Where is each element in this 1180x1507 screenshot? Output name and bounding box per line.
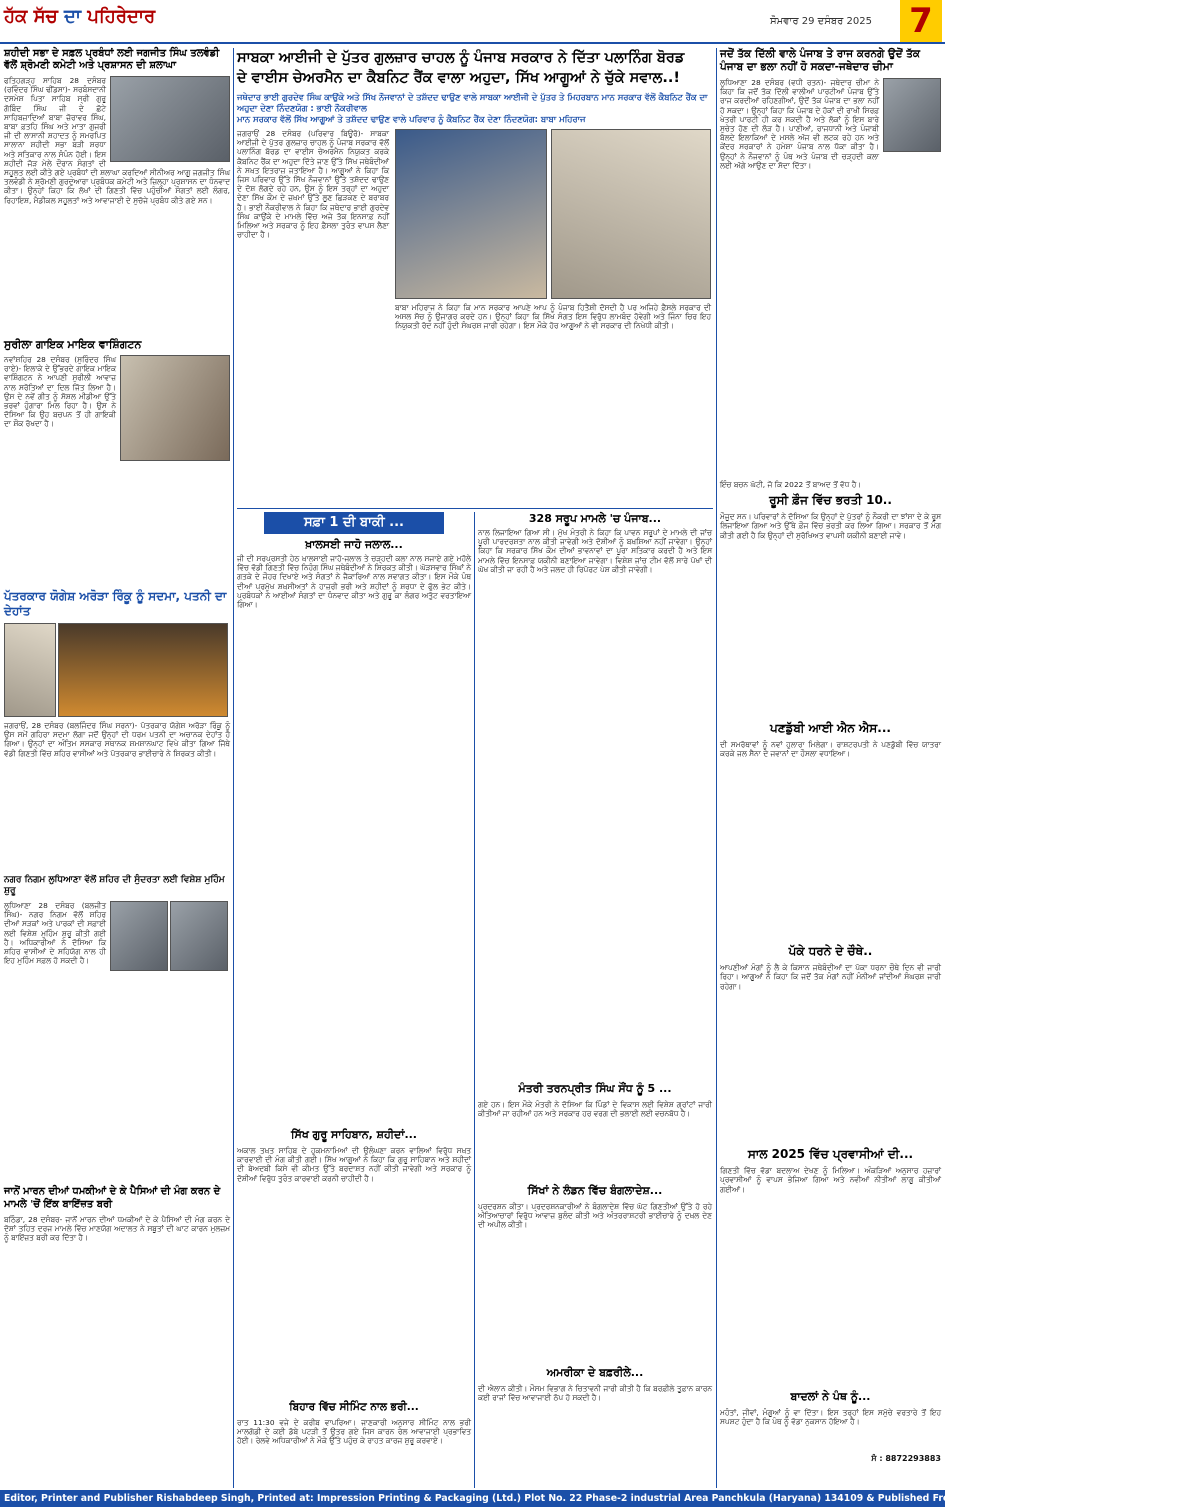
article-photo [883,78,941,152]
article-body: ਗਏ ਹਨ। ਇਸ ਮੌਕੇ ਮੰਤਰੀ ਨੇ ਦੱਸਿਆ ਕਿ ਪਿੰਡਾਂ ਦੇ ਵਿਕਾਸ ਲਈ ਵਿਸ਼ੇਸ਼ ਗ੍ਰਾਂਟਾਂ ਜਾਰੀ ਕੀਤੀਆਂ ਜਾ ਰਹੀਆਂ ਹਨ ਅਤੇ ਸਰਕਾਰ ਹਰ ਵਰਗ ਦੀ ਭਲਾਈ ਲਈ ਵਚਨਬੱਧ ਹੈ। [478,1100,712,1119]
newspaper-brand [4,6,155,27]
article-body: ਗਿਣਤੀ ਵਿੱਚ ਵੱਡਾ ਬਦਲਾਅ ਦੇਖਣ ਨੂੰ ਮਿਲਿਆ। ਅੰਕੜਿਆਂ ਅਨੁਸਾਰ ਹਜ਼ਾਰਾਂ ਪ੍ਰਵਾਸੀਆਂ ਨੂੰ ਵਾਪਸ ਭੇਜਿਆ ਗਿਆ ਅਤੇ ਨਵੀਆਂ ਨੀਤੀਆਂ ਲਾਗੂ ਕੀਤੀਆਂ ਗਈਆਂ। [720,1166,941,1194]
footer-imprint: Editor, Printer and Publisher Rishabdeep Singh, Printed at: Impression Printing & Packaging (Ltd.) Plot No. 22 Phase-2 industrial Area Panchkula (Haryana) 134109 & Published From 3223, First Floor, Sector-35D, Chandigarh [0,1490,945,1507]
article-headline: 328 ਸਰੂਪ ਮਾਮਲੇ 'ਚ ਪੰਜਾਬ... [528,512,662,525]
article-headline: ਸਾਲ 2025 ਵਿੱਚ ਪ੍ਰਵਾਸੀਆਂ ਦੀ... [747,1147,914,1162]
article-headline: ਰੂਸੀ ਫ਼ੌਜ ਵਿੱਚ ਭਰਤੀ 10.. [769,493,892,508]
article-body: ਦੀ ਸਮਰੱਥਾਵਾਂ ਨੂੰ ਨਵਾਂ ਹੁਲਾਰਾ ਮਿਲੇਗਾ। ਰਾਸ਼ਟਰਪਤੀ ਨੇ ਪਣਡੁੱਬੀ ਵਿੱਚ ਯਾਤਰਾ ਕਰਕੇ ਜਲ ਸੈਨਾ ਦੇ ਜਵਾਨਾਂ ਦਾ ਹੌਸਲਾ ਵਧਾਇਆ। [720,740,941,759]
lead-body: ਜਗਰਾਓਂ 28 ਦਸੰਬਰ (ਪਰਿਵਾਰ ਬਿਊਰੋ)- ਸਾਬਕਾ ਆਈਜੀ ਦੇ ਪੁੱਤਰ ਗੁਲਜ਼ਾਰ ਚਾਹਲ ਨੂੰ ਪੰਜਾਬ ਸਰਕਾਰ ਵੱਲੋਂ ਪਲਾਨਿੰਗ ਬੋਰਡ ਦਾ ਵਾਈਸ ਚੇਅਰਮੈਨ ਨਿਯੁਕਤ ਕਰਕੇ ਕੈਬਨਿਟ ਰੈਂਕ ਦਾ ਅਹੁਦਾ ਦਿੱਤੇ ਜਾਣ ਉੱਤੇ ਸਿੱਖ ਜਥੇਬੰਦੀਆਂ ਨੇ ਸਖ਼ਤ ਇਤਰਾਜ਼ ਜਤਾਇਆ ਹੈ। ਆਗੂਆਂ ਨੇ ਕਿਹਾ ਕਿ ਜਿਸ ਪਰਿਵਾਰ ਉੱਤੇ ਸਿੱਖ ਨੌਜਵਾਨਾਂ ਉੱਤੇ ਤਸ਼ੱਦਦ ਢਾਉਣ ਦੇ ਦੋਸ਼ ਲੱਗਦੇ ਰਹੇ ਹਨ, ਉਸ ਨੂੰ ਇਸ ਤਰ੍ਹਾਂ ਦਾ ਅਹੁਦਾ ਦੇਣਾ ਸਿੱਖ ਕੌਮ ਦੇ ਜ਼ਖ਼ਮਾਂ ਉੱਤੇ ਲੂਣ ਛਿੜਕਣ ਦੇ ਬਰਾਬਰ ਹੈ। ਭਾਈ ਨੌਕਰੀਵਾਲ ਨੇ ਕਿਹਾ ਕਿ ਜਥੇਦਾਰ ਭਾਈ ਗੁਰਦੇਵ ਸਿੰਘ ਕਾਉਂਕੇ ਦੇ ਮਾਮਲੇ ਵਿੱਚ ਅਜੇ ਤੱਕ ਇਨਸਾਫ਼ ਨਹੀਂ ਮਿਲਿਆ ਅਤੇ ਸਰਕਾਰ ਨੂੰ ਇਹ ਫ਼ੈਸਲਾ ਤੁਰੰਤ ਵਾਪਸ ਲੈਣਾ ਚਾਹੀਦਾ ਹੈ। [237,129,389,240]
article-photo [120,355,230,461]
article-headline: ਸਿੱਖ ਗੁਰੂ ਸਾਹਿਬਾਨ, ਸ਼ਹੀਦਾਂ... [291,1128,417,1141]
brand-part2: ਦਾ [64,6,82,27]
article-headline: ਸੁਰੀਲਾ ਗਾਇਕ ਮਾਇਕ ਵਾਸ਼ਿੰਗਟਨ [4,338,142,351]
article-body: ਆਪਣੀਆਂ ਮੰਗਾਂ ਨੂੰ ਲੈ ਕੇ ਕਿਸਾਨ ਜਥੇਬੰਦੀਆਂ ਦਾ ਪੱਕਾ ਧਰਨਾ ਚੌਥੇ ਦਿਨ ਵੀ ਜਾਰੀ ਰਿਹਾ। ਆਗੂਆਂ ਨੇ ਕਿਹਾ ਕਿ ਜਦੋਂ ਤੱਕ ਮੰਗਾਂ ਨਹੀਂ ਮੰਨੀਆਂ ਜਾਂਦੀਆਂ ਸੰਘਰਸ਼ ਜਾਰੀ ਰਹੇਗਾ। [720,963,941,991]
article-headline: ਪੱਕੇ ਧਰਨੇ ਦੇ ਚੌਥੇ.. [788,944,873,959]
column-right [720,48,941,1488]
article-photo [4,623,56,717]
article-body: ਬਠਿੰਡਾ, 28 ਦਸੰਬਰ- ਜਾਨੋਂ ਮਾਰਨ ਦੀਆਂ ਧਮਕੀਆਂ ਦੇ ਕੇ ਪੈਸਿਆਂ ਦੀ ਮੰਗ ਕਰਨ ਦੇ ਦੋਸ਼ਾਂ ਤਹਿਤ ਦਰਜ ਮਾਮਲੇ ਵਿੱਚ ਮਾਣਯੋਗ ਅਦਾਲਤ ਨੇ ਸਬੂਤਾਂ ਦੀ ਘਾਟ ਕਾਰਨ ਮੁਲਜ਼ਮ ਨੂੰ ਬਾਇੱਜ਼ਤ ਬਰੀ ਕਰ ਦਿੱਤਾ ਹੈ। [4,1215,230,1243]
brand-part1: ਹੱਕ ਸੱਚ [4,6,58,27]
article-headline: ਅਮਰੀਕਾ ਦੇ ਬਫ਼ਰੀਲੇ... [546,1366,644,1379]
article-headline: ਮੰਤਰੀ ਤਰਨਪ੍ਰੀਤ ਸਿੰਘ ਸੌਂਧ ਨੂੰ 5 ... [518,1082,672,1095]
article-headline: ਪੱਤਰਕਾਰ ਯੋਗੇਸ਼ ਅਰੋੜਾ ਰਿੰਕੂ ਨੂੰ ਸਦਮਾ, ਪਤਨੀ ਦਾ ਦੇਹਾਂਤ [4,589,227,618]
article-headline: ਬਿਹਾਰ ਵਿੱਚ ਸੀਮਿੰਟ ਨਾਲ ਭਰੀ... [289,1401,419,1413]
article-body: ਰਾਤ 11:30 ਵਜੇ ਦੇ ਕਰੀਬ ਵਾਪਰਿਆ। ਜਾਣਕਾਰੀ ਅਨੁਸਾਰ ਸੀਮਿੰਟ ਨਾਲ ਭਰੀ ਮਾਲਗੱਡੀ ਦੇ ਕਈ ਡੱਬੇ ਪਟੜੀ ਤੋਂ ਉਤਰ ਗਏ ਜਿਸ ਕਾਰਨ ਰੇਲ ਆਵਾਜਾਈ ਪ੍ਰਭਾਵਿਤ ਹੋਈ। ਰੇਲਵੇ ਅਧਿਕਾਰੀਆਂ ਨੇ ਮੌਕੇ ਉੱਤੇ ਪਹੁੰਚ ਕੇ ਰਾਹਤ ਕਾਰਜ ਸ਼ੁਰੂ ਕਰਵਾਏ। [237,1418,471,1446]
article-body: ਪ੍ਰਦਰਸ਼ਨ ਕੀਤਾ। ਪ੍ਰਦਰਸ਼ਨਕਾਰੀਆਂ ਨੇ ਬੰਗਲਾਦੇਸ਼ ਵਿੱਚ ਘੱਟ ਗਿਣਤੀਆਂ ਉੱਤੇ ਹੋ ਰਹੇ ਅੱਤਿਆਚਾਰਾਂ ਵਿਰੁੱਧ ਆਵਾਜ਼ ਬੁਲੰਦ ਕੀਤੀ ਅਤੇ ਅੰਤਰਰਾਸ਼ਟਰੀ ਭਾਈਚਾਰੇ ਨੂੰ ਦਖ਼ਲ ਦੇਣ ਦੀ ਅਪੀਲ ਕੀਤੀ। [478,1202,712,1230]
article-body: ਮਹੰਤਾਂ, ਜੀਵਾਂ, ਮੰਗੂਆਂ ਨੂੰ ਵਾ ਦਿੱਤਾ। ਇਸ ਤਰ੍ਹਾਂ ਇਸ ਸਮੁੱਚੇ ਵਰਤਾਰੇ ਤੋਂ ਇਹ ਸਪਸ਼ਟ ਹੁੰਦਾ ਹੈ ਕਿ ਪੰਥ ਨੂੰ ਵੱਡਾ ਨੁਕਸਾਨ ਹੋਇਆ ਹੈ। [720,1408,941,1427]
article-body: ਅਕਾਲ ਤਖ਼ਤ ਸਾਹਿਬ ਦੇ ਹੁਕਮਨਾਮਿਆਂ ਦੀ ਉਲੰਘਣਾ ਕਰਨ ਵਾਲਿਆਂ ਵਿਰੁੱਧ ਸਖ਼ਤ ਕਾਰਵਾਈ ਦੀ ਮੰਗ ਕੀਤੀ ਗਈ। ਸਿੱਖ ਆਗੂਆਂ ਨੇ ਕਿਹਾ ਕਿ ਗੁਰੂ ਸਾਹਿਬਾਨ ਅਤੇ ਸ਼ਹੀਦਾਂ ਦੀ ਬੇਅਦਬੀ ਕਿਸੇ ਵੀ ਕੀਮਤ ਉੱਤੇ ਬਰਦਾਸ਼ਤ ਨਹੀਂ ਕੀਤੀ ਜਾਵੇਗੀ ਅਤੇ ਸਰਕਾਰ ਨੂੰ ਦੋਸ਼ੀਆਂ ਵਿਰੁੱਧ ਤੁਰੰਤ ਕਾਰਵਾਈ ਕਰਨੀ ਚਾਹੀਦੀ ਹੈ। [237,1146,471,1183]
article-body: ਨਾਲ ਲਿਜਾਇਆ ਗਿਆ ਸੀ। ਮੁੱਖ ਮੰਤਰੀ ਨੇ ਕਿਹਾ ਕਿ ਪਾਵਨ ਸਰੂਪਾਂ ਦੇ ਮਾਮਲੇ ਦੀ ਜਾਂਚ ਪੂਰੀ ਪਾਰਦਰਸ਼ਤਾ ਨਾਲ ਕੀਤੀ ਜਾਵੇਗੀ ਅਤੇ ਦੋਸ਼ੀਆਂ ਨੂੰ ਬਖ਼ਸ਼ਿਆ ਨਹੀਂ ਜਾਵੇਗਾ। ਉਨ੍ਹਾਂ ਕਿਹਾ ਕਿ ਸਰਕਾਰ ਸਿੱਖ ਕੌਮ ਦੀਆਂ ਭਾਵਨਾਵਾਂ ਦਾ ਪੂਰਾ ਸਤਿਕਾਰ ਕਰਦੀ ਹੈ ਅਤੇ ਇਸ ਮਾਮਲੇ ਵਿੱਚ ਇਨਸਾਫ਼ ਯਕੀਨੀ ਬਣਾਇਆ ਜਾਵੇਗਾ। ਵਿਸ਼ੇਸ਼ ਜਾਂਚ ਟੀਮ ਵੱਲੋਂ ਸਾਰੇ ਪੱਖਾਂ ਦੀ ਘੋਖ ਕੀਤੀ ਜਾ ਰਹੀ ਹੈ ਅਤੇ ਜਲਦ ਹੀ ਰਿਪੋਰਟ ਪੇਸ਼ ਕੀਤੀ ਜਾਵੇਗੀ। [478,528,712,574]
article-photo [110,76,230,162]
document-photo [551,129,711,299]
issue-date: ਸੋਮਵਾਰ 29 ਦਸੰਬਰ 2025 [770,16,872,27]
article-headline: ਜਦੋਂ ਤੱਕ ਦਿੱਲੀ ਵਾਲੇ ਪੰਜਾਬ ਤੇ ਰਾਜ ਕਰਨਗੇ ਉਦੋਂ ਤੱਕ ਪੰਜਾਬ ਦਾ ਭਲਾ ਨਹੀਂ ਹੋ ਸਕਦਾ-ਜਥੇਦਾਰ ਚੀਮਾ [720,48,921,73]
lead-body: ਬਾਬਾ ਮਹਿਰਾਜ ਨੇ ਕਿਹਾ ਕਿ ਮਾਨ ਸਰਕਾਰ ਆਪਣੇ ਆਪ ਨੂੰ ਪੰਜਾਬ ਹਿਤੈਸ਼ੀ ਦੱਸਦੀ ਹੈ ਪਰ ਅਜਿਹੇ ਫ਼ੈਸਲੇ ਸਰਕਾਰ ਦੀ ਅਸਲ ਸੋਚ ਨੂੰ ਉਜਾਗਰ ਕਰਦੇ ਹਨ। ਉਨ੍ਹਾਂ ਕਿਹਾ ਕਿ ਸਿੱਖ ਸੰਗਤ ਇਸ ਵਿਰੁੱਧ ਲਾਮਬੰਦ ਹੋਵੇਗੀ ਅਤੇ ਜਿੰਨਾ ਚਿਰ ਇਹ ਨਿਯੁਕਤੀ ਰੱਦ ਨਹੀਂ ਹੁੰਦੀ ਸੰਘਰਸ਼ ਜਾਰੀ ਰਹੇਗਾ। ਇਸ ਮੌਕੇ ਹੋਰ ਆਗੂਆਂ ਨੇ ਵੀ ਸਰਕਾਰ ਦੀ ਨਿਖੇਧੀ ਕੀਤੀ। [395,303,711,331]
column-divider [716,48,717,1488]
article-body: ਫਤਿਹਗੜ੍ਹ ਸਾਹਿਬ 28 ਦਸੰਬਰ (ਰਵਿੰਦਰ ਸਿੰਘ ਢੀਂਡਸਾ)- ਸਰਬੰਸਦਾਨੀ ਦਸਮੇਸ਼ ਪਿਤਾ ਸਾਹਿਬ ਸ੍ਰੀ ਗੁਰੂ ਗੋਬਿੰਦ ਸਿੰਘ ਜੀ ਦੇ ਛੋਟੇ ਸਾਹਿਬਜ਼ਾਦਿਆਂ ਬਾਬਾ ਜ਼ੋਰਾਵਰ ਸਿੰਘ, ਬਾਬਾ ਫ਼ਤਹਿ ਸਿੰਘ ਅਤੇ ਮਾਤਾ ਗੁਜਰੀ ਜੀ ਦੀ ਲਾਸਾਨੀ ਸ਼ਹਾਦਤ ਨੂੰ ਸਮਰਪਿਤ ਸਾਲਾਨਾ ਸ਼ਹੀਦੀ ਸਭਾ ਬੜੀ ਸ਼ਰਧਾ ਅਤੇ ਸਤਿਕਾਰ ਨਾਲ ਸੰਪੰਨ ਹੋਈ। ਇਸ ਸ਼ਹੀਦੀ ਜੋੜ ਮੇਲੇ ਦੌਰਾਨ ਸੰਗਤਾਂ ਦੀ ਸਹੂਲਤ ਲਈ ਕੀਤੇ ਗਏ ਪ੍ਰਬੰਧਾਂ ਦੀ ਸ਼ਲਾਘਾ ਕਰਦਿਆਂ ਸੀਨੀਅਰ ਆਗੂ ਜਗਜੀਤ ਸਿੰਘ ਤਲਵੰਡੀ ਨੇ ਸ਼੍ਰੋਮਣੀ ਗੁਰਦੁਆਰਾ ਪ੍ਰਬੰਧਕ ਕਮੇਟੀ ਅਤੇ ਜ਼ਿਲ੍ਹਾ ਪ੍ਰਸ਼ਾਸਨ ਦਾ ਧੰਨਵਾਦ ਕੀਤਾ। ਉਨ੍ਹਾਂ ਕਿਹਾ ਕਿ ਲੱਖਾਂ ਦੀ ਗਿਣਤੀ ਵਿੱਚ ਪਹੁੰਚੀਆਂ ਸੰਗਤਾਂ ਲਈ ਲੰਗਰ, ਰਿਹਾਇਸ਼, ਮੈਡੀਕਲ ਸਹੂਲਤਾਂ ਅਤੇ ਆਵਾਜਾਈ ਦੇ ਸੁਚੱਜੇ ਪ੍ਰਬੰਧ ਕੀਤੇ ਗਏ ਸਨ। [4,76,230,205]
column-divider [233,48,234,1488]
continuation-column [237,512,471,1488]
column-left [4,48,230,1488]
article-headline: ਸਿੱਖਾਂ ਨੇ ਲੰਡਨ ਵਿੱਚ ਬੰਗਲਾਦੇਸ਼... [527,1184,663,1197]
article-body: ਨਵਾਂਸ਼ਹਿਰ 28 ਦਸੰਬਰ (ਸੁਰਿੰਦਰ ਸਿੰਘ ਰਾਏ)- ਇਲਾਕੇ ਦੇ ਉੱਭਰਦੇ ਗਾਇਕ ਮਾਇਕ ਵਾਸ਼ਿੰਗਟਨ ਨੇ ਆਪਣੀ ਸੁਰੀਲੀ ਆਵਾਜ਼ ਨਾਲ ਸਰੋਤਿਆਂ ਦਾ ਦਿਲ ਜਿੱਤ ਲਿਆ ਹੈ। ਉਸ ਦੇ ਨਵੇਂ ਗੀਤ ਨੂੰ ਸੋਸ਼ਲ ਮੀਡੀਆ ਉੱਤੇ ਭਰਵਾਂ ਹੁੰਗਾਰਾ ਮਿਲ ਰਿਹਾ ਹੈ। ਉਸ ਨੇ ਦੱਸਿਆ ਕਿ ਉਹ ਬਚਪਨ ਤੋਂ ਹੀ ਗਾਇਕੀ ਦਾ ਸ਼ੌਕ ਰੱਖਦਾ ਹੈ। [4,355,116,429]
article-body: ਦੀ ਐਲਾਨ ਕੀਤੀ। ਮੌਸਮ ਵਿਭਾਗ ਨੇ ਚਿਤਾਵਨੀ ਜਾਰੀ ਕੀਤੀ ਹੈ ਕਿ ਬਰਫ਼ੀਲੇ ਤੂਫ਼ਾਨ ਕਾਰਨ ਕਈ ਰਾਜਾਂ ਵਿੱਚ ਆਵਾਜਾਈ ਠੱਪ ਹੋ ਸਕਦੀ ਹੈ। [478,1384,712,1403]
article-photo [110,901,168,971]
lead-story [237,48,713,508]
article-headline: ਖ਼ਾਲਸਈ ਜਾਹੋ ਜਲਾਲ... [305,538,403,551]
lead-headline-line2: ਦੇ ਵਾਈਸ ਚੇਅਰਮੈਨ ਦਾ ਕੈਬਨਿਟ ਰੈਂਕ ਵਾਲਾ ਅਹੁਦਾ, ਸਿੱਖ ਆਗੂਆਂ ਨੇ ਚੁੱਕੇ ਸਵਾਲ..! [237,70,680,86]
article-headline: ਜਾਨੋਂ ਮਾਰਨ ਦੀਆਂ ਧਮਕੀਆਂ ਦੇ ਕੇ ਪੈਸਿਆਂ ਦੀ ਮੰਗ ਕਰਨ ਦੇ ਮਾਮਲੇ 'ਚੋਂ ਇੱਕ ਬਾਇੱਜ਼ਤ ਬਰੀ [4,1186,221,1210]
column-divider [474,512,475,1488]
article-body: ਲੁਧਿਆਣਾ 28 ਦਸੰਬਰ (ਵਧੀ ਰਤਨ)- ਜਥੇਦਾਰ ਚੀਮਾ ਨੇ ਕਿਹਾ ਕਿ ਜਦੋਂ ਤੱਕ ਦਿੱਲੀ ਵਾਲੀਆਂ ਪਾਰਟੀਆਂ ਪੰਜਾਬ ਉੱਤੇ ਰਾਜ ਕਰਦੀਆਂ ਰਹਿਣਗੀਆਂ, ਉਦੋਂ ਤੱਕ ਪੰਜਾਬ ਦਾ ਭਲਾ ਨਹੀਂ ਹੋ ਸਕਦਾ। ਉਨ੍ਹਾਂ ਕਿਹਾ ਕਿ ਪੰਜਾਬ ਦੇ ਹੱਕਾਂ ਦੀ ਰਾਖੀ ਸਿਰਫ਼ ਖੇਤਰੀ ਪਾਰਟੀ ਹੀ ਕਰ ਸਕਦੀ ਹੈ ਅਤੇ ਲੋਕਾਂ ਨੂੰ ਇਸ ਬਾਰੇ ਸੁਚੇਤ ਹੋਣ ਦੀ ਲੋੜ ਹੈ। ਪਾਣੀਆਂ, ਰਾਜਧਾਨੀ ਅਤੇ ਪੰਜਾਬੀ ਬੋਲਦੇ ਇਲਾਕਿਆਂ ਦੇ ਮਸਲੇ ਅੱਜ ਵੀ ਲਟਕ ਰਹੇ ਹਨ ਅਤੇ ਕੇਂਦਰ ਸਰਕਾਰਾਂ ਨੇ ਹਮੇਸ਼ਾ ਪੰਜਾਬ ਨਾਲ ਧੱਕਾ ਕੀਤਾ ਹੈ। ਉਨ੍ਹਾਂ ਨੇ ਨੌਜਵਾਨਾਂ ਨੂੰ ਪੰਥ ਅਤੇ ਪੰਜਾਬ ਦੀ ਚੜ੍ਹਦੀ ਕਲਾ ਲਈ ਅੱਗੇ ਆਉਣ ਦਾ ਸੱਦਾ ਦਿੱਤਾ। [720,78,879,170]
lead-headline-line1: ਸਾਬਕਾ ਆਈਜੀ ਦੇ ਪੁੱਤਰ ਗੁਲਜ਼ਾਰ ਚਾਹਲ ਨੂੰ ਪੰਜਾਬ ਸਰਕਾਰ ਨੇ ਦਿੱਤਾ ਪਲਾਨਿੰਗ ਬੋਰਡ [237,50,685,66]
article-headline: ਨਗਰ ਨਿਗਮ ਲੁਧਿਆਣਾ ਵੱਲੋਂ ਸ਼ਹਿਰ ਦੀ ਸੁੰਦਰਤਾ ਲਈ ਵਿਸ਼ੇਸ਼ ਮੁਹਿੰਮ ਸ਼ੁਰੂ [4,875,225,896]
page-number: 7 [900,0,942,42]
lead-subheadline: ਮਾਨ ਸਰਕਾਰ ਵੱਲੋਂ ਸਿੱਖ ਆਗੂਆਂ ਤੇ ਤਸ਼ੱਦਦ ਢਾਉਣ ਵਾਲੇ ਪਰਿਵਾਰ ਨੂੰ ਕੈਬਨਿਟ ਰੈਂਕ ਦੇਣਾ ਨਿੰਦਣਯੋਗ: ਬਾਬਾ ਮਹਿਰਾਜ [237,114,586,124]
continued-from-page1-tag: ਸਫ਼ਾ 1 ਦੀ ਬਾਕੀ ... [264,512,444,534]
article-body: ਜਗਰਾਓਂ, 28 ਦਸੰਬਰ (ਬਲਜਿੰਦਰ ਸਿੰਘ ਸਰਨਾ)- ਪੱਤਰਕਾਰ ਯੋਗੇਸ਼ ਅਰੋੜਾ ਰਿੰਕੂ ਨੂੰ ਉਸ ਸਮੇਂ ਗਹਿਰਾ ਸਦਮਾ ਲੱਗਾ ਜਦੋਂ ਉਨ੍ਹਾਂ ਦੀ ਧਰਮ ਪਤਨੀ ਦਾ ਅਚਾਨਕ ਦੇਹਾਂਤ ਹੋ ਗਿਆ। ਉਨ੍ਹਾਂ ਦਾ ਅੰਤਿਮ ਸਸਕਾਰ ਸਥਾਨਕ ਸ਼ਮਸ਼ਾਨਘਾਟ ਵਿਖੇ ਕੀਤਾ ਗਿਆ ਜਿੱਥੇ ਵੱਡੀ ਗਿਣਤੀ ਵਿੱਚ ਸ਼ਹਿਰ ਵਾਸੀਆਂ ਅਤੇ ਪੱਤਰਕਾਰ ਭਾਈਚਾਰੇ ਨੇ ਸ਼ਿਰਕਤ ਕੀਤੀ। [4,721,230,758]
article-note: ਇੰਚ ਬਚਨ ਘੱਟੀ, ਜੋ ਕਿ 2022 ਤੋਂ ਬਾਅਦ ਤੋਂ ਵੱਧ ਹੈ। [720,480,862,489]
article-headline: ਬਾਦਲਾਂ ਨੇ ਪੰਥ ਨੂੰ... [790,1390,871,1404]
article-body: ਮੌਜੂਦ ਸਨ। ਪਰਿਵਾਰਾਂ ਨੇ ਦੱਸਿਆ ਕਿ ਉਨ੍ਹਾਂ ਦੇ ਪੁੱਤਰਾਂ ਨੂੰ ਨੌਕਰੀ ਦਾ ਝਾਂਸਾ ਦੇ ਕੇ ਰੂਸ ਲਿਜਾਇਆ ਗਿਆ ਅਤੇ ਉੱਥੇ ਫ਼ੌਜ ਵਿੱਚ ਭਰਤੀ ਕਰ ਲਿਆ ਗਿਆ। ਸਰਕਾਰ ਤੋਂ ਮੰਗ ਕੀਤੀ ਗਈ ਹੈ ਕਿ ਉਨ੍ਹਾਂ ਦੀ ਸੁਰੱਖਿਅਤ ਵਾਪਸੀ ਯਕੀਨੀ ਬਣਾਈ ਜਾਵੇ। [720,512,941,540]
contact-number: ਸੰ : 8872293883 [871,1454,941,1464]
lead-photo [395,129,547,299]
section-divider [237,508,713,509]
brand-part3: ਪਹਿਰੇਦਾਰ [87,6,156,27]
article-headline: ਸ਼ਹੀਦੀ ਸਭਾ ਦੇ ਸਫ਼ਲ ਪ੍ਰਬੰਧਾਂ ਲਈ ਜਗਜੀਤ ਸਿੰਘ ਤਲਵੰਡੀ ਵੱਲੋਂ ਸ਼੍ਰੋਮਣੀ ਕਮੇਟੀ ਅਤੇ ਪ੍ਰਸ਼ਾਸਨ ਦੀ ਸ਼ਲਾਘਾ [4,48,220,71]
article-body: ਲੁਧਿਆਣਾ 28 ਦਸੰਬਰ (ਬਲਜੀਤ ਸਿੰਘ)- ਨਗਰ ਨਿਗਮ ਵੱਲੋਂ ਸ਼ਹਿਰ ਦੀਆਂ ਸੜਕਾਂ ਅਤੇ ਪਾਰਕਾਂ ਦੀ ਸਫ਼ਾਈ ਲਈ ਵਿਸ਼ੇਸ਼ ਮੁਹਿੰਮ ਸ਼ੁਰੂ ਕੀਤੀ ਗਈ ਹੈ। ਅਧਿਕਾਰੀਆਂ ਨੇ ਦੱਸਿਆ ਕਿ ਸ਼ਹਿਰ ਵਾਸੀਆਂ ਦੇ ਸਹਿਯੋਗ ਨਾਲ ਹੀ ਇਹ ਮੁਹਿੰਮ ਸਫ਼ਲ ਹੋ ਸਕਦੀ ਹੈ। [4,901,106,966]
article-photo [170,901,228,971]
article-body: ਜੀ ਦੀ ਸਰਪ੍ਰਸਤੀ ਹੇਠ ਖ਼ਾਲਸਾਈ ਜਾਹੋ-ਜਲਾਲ ਤੇ ਚੜ੍ਹਦੀ ਕਲਾ ਨਾਲ ਸਜਾਏ ਗਏ ਮਹੱਲੇ ਵਿੱਚ ਵੱਡੀ ਗਿਣਤੀ ਵਿੱਚ ਨਿਹੰਗ ਸਿੰਘ ਜਥੇਬੰਦੀਆਂ ਨੇ ਸ਼ਿਰਕਤ ਕੀਤੀ। ਘੋੜਸਵਾਰ ਸਿੰਘਾਂ ਨੇ ਗਤਕੇ ਦੇ ਜੌਹਰ ਦਿਖਾਏ ਅਤੇ ਸੰਗਤਾਂ ਨੇ ਜੈਕਾਰਿਆਂ ਨਾਲ ਸਵਾਗਤ ਕੀਤਾ। ਇਸ ਮੌਕੇ ਪੰਥ ਦੀਆਂ ਪ੍ਰਮੁੱਖ ਸ਼ਖ਼ਸੀਅਤਾਂ ਨੇ ਹਾਜ਼ਰੀ ਭਰੀ ਅਤੇ ਸ਼ਹੀਦਾਂ ਨੂੰ ਸ਼ਰਧਾ ਦੇ ਫੁੱਲ ਭੇਟ ਕੀਤੇ। ਪ੍ਰਬੰਧਕਾਂ ਨੇ ਆਈਆਂ ਸੰਗਤਾਂ ਦਾ ਧੰਨਵਾਦ ਕੀਤਾ ਅਤੇ ਗੁਰੂ ਕਾ ਲੰਗਰ ਅਤੁੱਟ ਵਰਤਾਇਆ ਗਿਆ। [237,554,471,610]
article-photo [58,623,228,717]
masthead [0,0,945,44]
article-headline: ਪਣਡੁੱਬੀ ਆਈ ਐਨ ਐਸ... [770,721,891,736]
column-center-right [478,512,712,1488]
lead-subheadline: ਜਥੇਦਾਰ ਭਾਈ ਗੁਰਦੇਵ ਸਿੰਘ ਕਾਉਂਕੇ ਅਤੇ ਸਿੱਖ ਨੌਜਵਾਨਾਂ ਦੇ ਤਸ਼ੱਦਦ ਢਾਉਣ ਵਾਲੇ ਸਾਬਕਾ ਆਈਜੀ ਦੇ ਪੁੱਤਰ ਤੇ ਮਿਹਰਬਾਨ ਮਾਨ ਸਰਕਾਰ ਵੱਲੋਂ ਕੈਬਨਿਟ ਰੈਂਕ ਦਾ ਅਹੁਦਾ ਦੇਣਾ ਨਿੰਦਣਯੋਗ : ਭਾਈ ਨੌਕਰੀਵਾਲ [237,92,708,113]
